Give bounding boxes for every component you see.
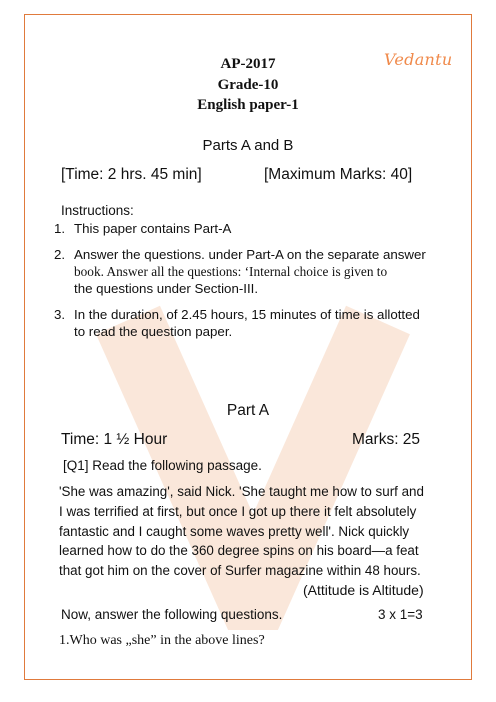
instruction-item bbox=[54, 306, 454, 342]
instruction-text: book. Answer all the questions: ‘Internal choice is given to bbox=[74, 264, 388, 279]
grade-title: Grade-10 bbox=[217, 77, 279, 93]
passage-line: fantastic and I caught some waves pretty well'. Nick quickly bbox=[59, 523, 410, 539]
part-a-heading: Part A bbox=[226, 402, 270, 419]
passage-line: that got him on the cover of Surfer magazine within 48 hours. bbox=[59, 563, 421, 579]
passage-line: I was terrified at first, but once I got up there it felt absolutely bbox=[59, 503, 417, 519]
part-a-marks: Marks: 25 bbox=[352, 431, 421, 448]
question-label: [Q1] bbox=[63, 458, 89, 473]
passage-source: (Attitude is Altitude) bbox=[303, 582, 424, 598]
instructions-heading: Instructions: bbox=[61, 203, 134, 218]
exam-title: AP-2017 bbox=[220, 56, 276, 72]
passage-line: learned how to do the 360 degree spins on his board—a feat bbox=[59, 543, 419, 559]
vedantu-logo: Vedantu bbox=[384, 50, 453, 69]
instruction-text: In the duration, of 2.45 hours, 15 minutes of time is allotted bbox=[74, 307, 420, 322]
instruction-text: This paper contains Part-A bbox=[74, 221, 232, 236]
answer-prompt: Now, answer the following questions. bbox=[61, 607, 283, 622]
question-text: Read the following passage. bbox=[92, 458, 262, 473]
instruction-number: 1. bbox=[54, 221, 66, 236]
total-time: [Time: 2 hrs. 45 min] bbox=[61, 166, 202, 183]
instruction-text: the questions under Section-III. bbox=[74, 281, 259, 296]
question-item: 1.Who was „she” in the above lines? bbox=[59, 633, 265, 648]
parts-heading: Parts A and B bbox=[202, 137, 294, 154]
instruction-number: 2. bbox=[54, 247, 66, 262]
marks-scheme: 3 x 1=3 bbox=[378, 607, 423, 622]
reading-passage bbox=[59, 482, 439, 581]
instruction-number: 3. bbox=[54, 307, 66, 322]
maximum-marks: [Maximum Marks: 40] bbox=[264, 166, 413, 183]
paper-title: English paper-1 bbox=[197, 97, 299, 113]
instruction-item bbox=[54, 246, 454, 300]
part-a-time: Time: 1 ½ Hour bbox=[61, 431, 168, 448]
instruction-text: to read the question paper. bbox=[74, 324, 233, 339]
instruction-text: Answer the questions. under Part-A on the separate answer bbox=[74, 247, 426, 262]
passage-line: 'She was amazing', said Nick. 'She taught me how to surf and bbox=[59, 484, 424, 499]
question-1-instruction bbox=[63, 458, 262, 473]
